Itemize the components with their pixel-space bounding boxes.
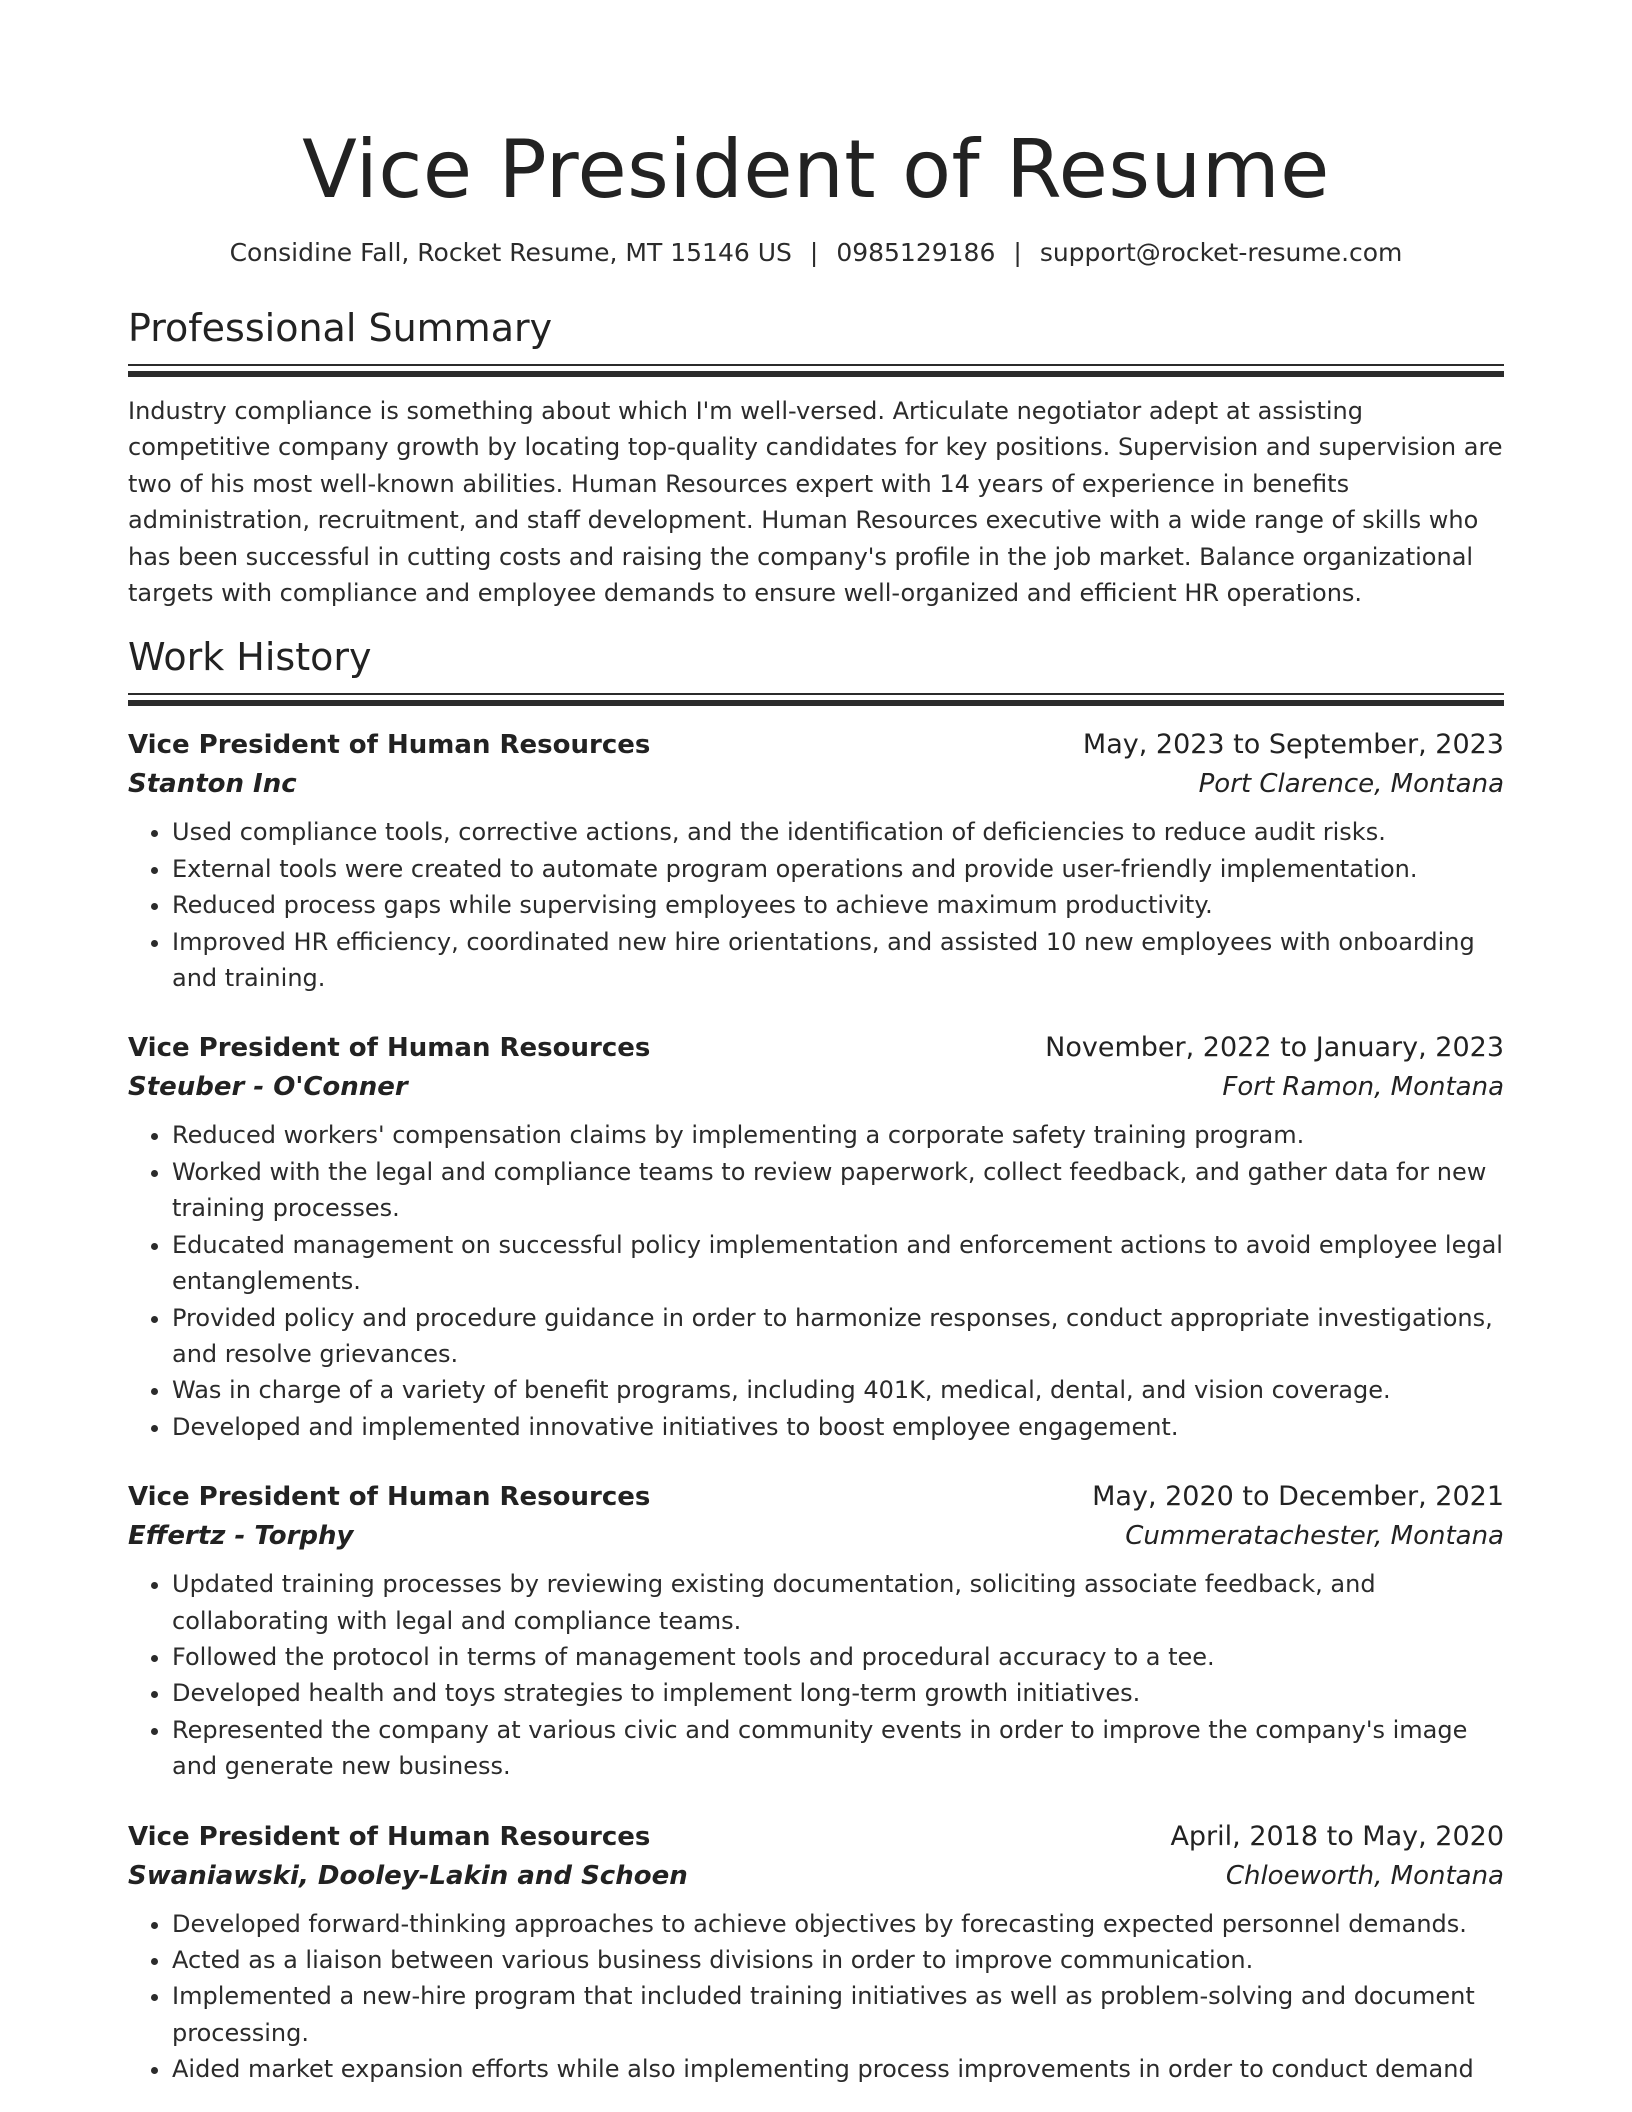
job-bullet: • Worked with the legal and compliance teams to review paperwork, collect feedback, and gather data for new training processes. <box>172 1154 1504 1227</box>
contact-separator: | <box>1013 238 1022 267</box>
section-divider-thick <box>128 700 1504 706</box>
job-dates: April, 2018 to May, 2020 <box>1170 1820 1504 1852</box>
job-bullet: • Updated training processes by reviewing existing documentation, soliciting associate feedback, and collaborating with legal and compliance teams. <box>172 1566 1504 1639</box>
section-title-summary: Professional Summary <box>128 306 553 350</box>
job-title: Vice President of Human Resources <box>128 1033 651 1064</box>
section-divider-thin <box>128 364 1504 366</box>
job-bullet: • Reduced workers' compensation claims by implementing a corporate safety training program. <box>172 1117 1504 1153</box>
job-entry <box>128 726 1504 996</box>
job-subheader-row <box>128 1067 1504 1107</box>
contact-address: Considine Fall, Rocket Resume, MT 15146 US <box>229 238 792 267</box>
contact-separator: | <box>809 238 819 267</box>
job-location: Cummeratachester, Montana <box>1125 1521 1504 1552</box>
section-divider-thin <box>128 693 1504 695</box>
job-header-row <box>128 1029 1504 1067</box>
job-subheader-row <box>128 1516 1504 1556</box>
resume-name: Vice President of Resume <box>302 123 1330 216</box>
job-location: Chloeworth, Montana <box>1225 1860 1504 1891</box>
job-bullet: • Developed and implemented innovative initiatives to boost employee engagement. <box>172 1409 1504 1445</box>
job-bullet: • Developed health and toys strategies to implement long-term growth initiatives. <box>172 1675 1504 1711</box>
job-company: Stanton Inc <box>128 769 297 800</box>
job-company: Effertz - Torphy <box>128 1521 354 1552</box>
job-company: Swaniawski, Dooley-Lakin and Schoen <box>128 1860 688 1891</box>
job-entry <box>128 1818 1504 2088</box>
job-bullet-list <box>128 1566 1504 1784</box>
job-dates: November, 2022 to January, 2023 <box>1045 1032 1504 1064</box>
job-bullet: • Represented the company at various civic and community events in order to improve the company's image and generate new business. <box>172 1712 1504 1785</box>
job-company: Steuber - O'Conner <box>128 1072 408 1103</box>
contact-line <box>128 236 1504 270</box>
contact-email[interactable]: support@rocket-resume.com <box>1039 238 1403 267</box>
job-bullet: • Acted as a liaison between various business divisions in order to improve communication. <box>172 1942 1504 1978</box>
section-divider-thick <box>128 371 1504 377</box>
job-bullet: • Followed the protocol in terms of management tools and procedural accuracy to a tee. <box>172 1639 1504 1675</box>
job-header-row <box>128 726 1504 764</box>
job-bullet: • External tools were created to automate program operations and provide user-friendly implementation. <box>172 851 1504 887</box>
job-dates: May, 2023 to September, 2023 <box>1082 729 1504 761</box>
job-bullet: • Provided policy and procedure guidance in order to harmonize responses, conduct appropriate investigations, and resolve grievances. <box>172 1300 1504 1373</box>
job-bullet: • Was in charge of a variety of benefit programs, including 401K, medical, dental, and vision coverage. <box>172 1372 1504 1408</box>
job-bullet: • Improved HR efficiency, coordinated new hire orientations, and assisted 10 new employees with onboarding and training. <box>172 924 1504 997</box>
job-bullet-list <box>128 1117 1504 1445</box>
job-header-row <box>128 1478 1504 1516</box>
job-bullet-list <box>128 1906 1504 2088</box>
job-bullet: • Used compliance tools, corrective actions, and the identification of deficiencies to reduce audit risks. <box>172 814 1504 850</box>
job-title: Vice President of Human Resources <box>128 1482 651 1513</box>
job-entry <box>128 1478 1504 1784</box>
job-header-row <box>128 1818 1504 1856</box>
job-dates: May, 2020 to December, 2021 <box>1092 1481 1504 1513</box>
summary-text: Industry compliance is something about which I'm well-versed. Articulate negotiator adept at assisting competitive company growth by locating top-quality candidates for key positions. Supervision and supervision are two of his most well-known abilities. Human Resources expert with 14 years of experience in benefits administration, recruitment, and staff development. Human Resources executive with a wide range of skills who has been successful in cutting costs and raising the company's profile in the job market. Balance organizational targets with compliance and employee demands to ensure well-organized and efficient HR operations. <box>128 397 1503 608</box>
job-bullet: • Educated management on successful policy implementation and enforcement actions to avoid employee legal entanglements. <box>172 1227 1504 1300</box>
job-location: Port Clarence, Montana <box>1198 769 1504 800</box>
section-title-work-history: Work History <box>128 635 372 680</box>
job-bullet: • Aided market expansion efforts while also implementing process improvements in order to conduct demand <box>172 2051 1504 2087</box>
job-location: Fort Ramon, Montana <box>1222 1072 1504 1103</box>
job-entry <box>128 1029 1504 1445</box>
work-history-section <box>128 635 1504 2087</box>
professional-summary-section <box>128 306 1504 611</box>
job-bullet: • Developed forward-thinking approaches to achieve objectives by forecasting expected personnel demands. <box>172 1906 1504 1942</box>
contact-phone: 0985129186 <box>836 238 996 267</box>
job-bullet: • Implemented a new-hire program that included training initiatives as well as problem-solving and document processing. <box>172 1978 1504 2051</box>
job-bullet: • Reduced process gaps while supervising employees to achieve maximum productivity. <box>172 887 1504 923</box>
resume-page <box>128 0 1504 2088</box>
job-bullet-list <box>128 814 1504 996</box>
job-subheader-row <box>128 1856 1504 1896</box>
job-subheader-row <box>128 764 1504 804</box>
job-title: Vice President of Human Resources <box>128 1821 651 1852</box>
job-title: Vice President of Human Resources <box>128 730 651 761</box>
